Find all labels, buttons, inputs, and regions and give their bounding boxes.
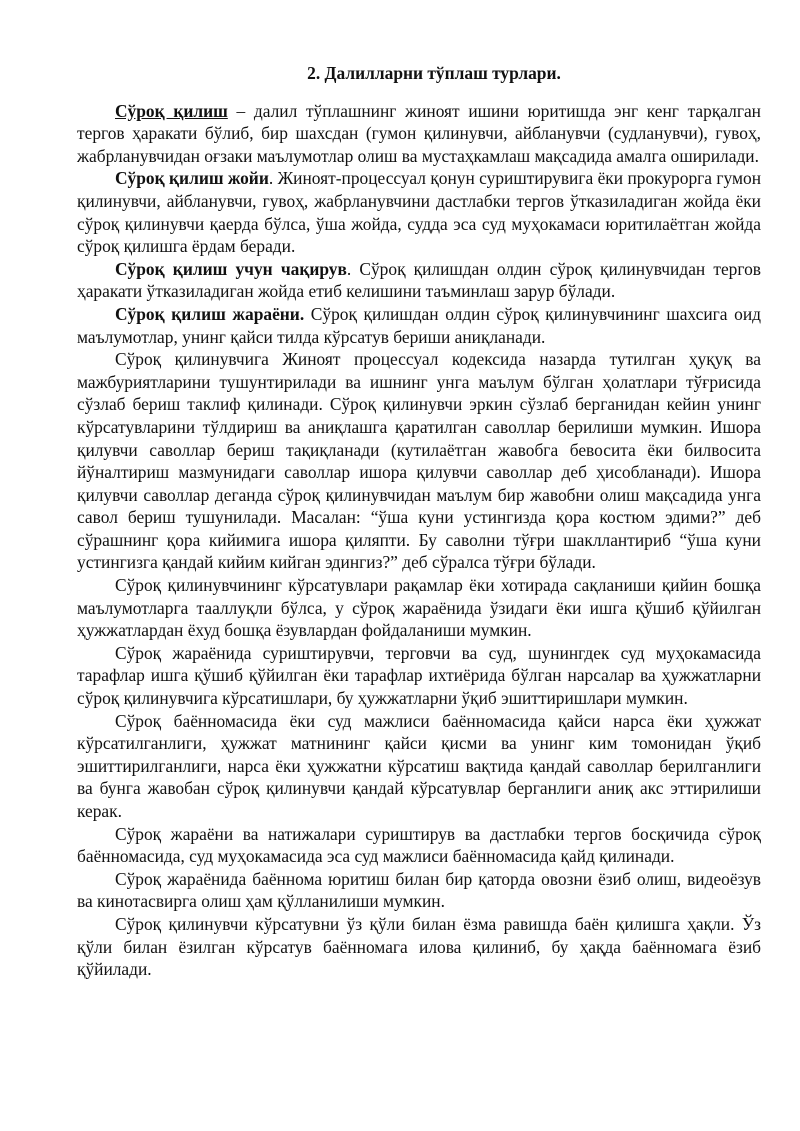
section-title: 2. Далилларни тўплаш турлари. [307, 63, 561, 83]
document-page [77, 62, 761, 981]
paragraph-written-testimony: Сўроқ қилинувчи кўрсатувни ўз қўли билан ёзма равишда баён қилишга ҳақли. Ўз қўли билан ёзилган кўрсатув баённомага илова қилиниб, бу ҳақда баённомага ёзиб қўйилади. [77, 913, 761, 980]
term-interrogation-process: Сўроқ қилиш жараёни. [115, 303, 305, 324]
paragraph-text: . Сўроқ қилишдан олдин сўроқ қилинувчидан тергов ҳаракати ўтказиладиган жойда етиб келишини таъминлаш зарур бўлади. [77, 258, 761, 302]
paragraph-interrogation-summons [77, 258, 761, 303]
paragraph-showing-documents: Сўроқ жараёнида суриштирувчи, терговчи ва суд, шунингдек суд муҳокамасида тарафлар ишга қўшиб қўйилган ёки тарафлар ихтиёрида бўлган нарсалар ва ҳужжатларни сўроқ қилинувчига кўрсатишлари, бу ҳужжатларни ўқиб эшиттиришлари мумкин. [77, 642, 761, 709]
paragraph-text: – далил тўплашнинг жиноят ишини юритишда энг кенг тарқалган тергов ҳаракати бўлиб, бир шахсдан (гумон қилинувчи, айбланувчи (судланувчи), гувоҳ, жабрланувчидан оғзаки маълумотлар олиш ва мустаҳкамлаш мақсадида амалга оширилади. [77, 100, 761, 166]
paragraph-text: Сўроқ қилишдан олдин сўроқ қилинувчининг шахсига оид маълумотлар, унинг қайси тилда кўрсатув бериши аниқланади. [77, 303, 761, 347]
paragraph-audio-video: Сўроқ жараёнида баённома юритиш билан бир қаторда овозни ёзиб олиш, видеоёзув ва кинотасвирга олиш ҳам қўлланилиши мумкин. [77, 868, 761, 912]
term-interrogation: Сўроқ қилиш [115, 100, 228, 121]
paragraph-rights-and-questions: Сўроқ қилинувчига Жиноят процессуал кодексида назарда тутилган ҳуқуқ ва мажбуриятларини тушунтирилади ва ишнинг унга маълум бўлган ҳолатлари тўғрисида сўзлаб бериш таклиф қилинади. Сўроқ қилинувчи эркин сўзлаб берганидан кейин унинг кўрсатувларини тўлдириш ва аниқлашга қаратилган саволлар берилиши мумкин. Ишора қилувчи саволлар бериш тақиқланади (кутилаётган жавобга бевосита ёки билвосита йўналтириш мазмунидаги саволлар ишора қилувчи саволлар деб ҳисобланади). Ишора қилувчи саволлар деганда сўроқ қилинувчидан маълум бир жавобни олиш мақсадида унга савол бериш тушунилади. Масалан: “ўша куни устингизда қора костюм эдими?” деб сўрашнинг қора кийимига ишора қиляпти. Бу саволни тўғри шакллантириб “ўша куни устингизга қандай кийим кийган эдингиз?” деб сўралса тўғри бўлади. [77, 349, 761, 573]
term-interrogation-place: Сўроқ қилиш жойи [115, 168, 269, 189]
paragraph-record-requirements: Сўроқ баённомасида ёки суд мажлиси баённомасида қайси нарса ёки ҳужжат кўрсатилганлиги, ҳужжат матнининг қайси қисми ва унинг ким томонидан ўқиб эшиттирилганлиги, нарса ёки ҳужжатни кўрсатиш вақтида қандай саволлар берилганлиги ва бунга жавобан сўроқ қилинувчи қандай кўрсатувлар берганлиги аниқ акс эттирилиши керак. [77, 710, 761, 821]
paragraph-interrogation-place [77, 167, 761, 257]
paragraph-use-of-documents: Сўроқ қилинувчининг кўрсатувлари рақамлар ёки хотирада сақланиши қийин бошқа маълумотларга тааллуқли бўлса, у сўроқ жараёнида ўзидаги ёки ишга қўшиб қўйилган ҳужжатлардан ёхуд бошқа ёзувлардан фойдаланиши мумкин. [77, 575, 761, 641]
term-interrogation-summons: Сўроқ қилиш учун чақирув [115, 258, 347, 279]
paragraph-text: . Жиноят-процессуал қонун суриштирувига ёки прокурорга гумон қилинувчи, айбланувчи, гувоҳ, жабрланувчини дастлабки тергов ўтказиладиган жойда ёки сўроқ қилинувчи қаерда бўлса, ўша жойда, судда эса суд муҳокамаси юритилаётган жойда сўроқ қилишга ёрдам беради. [77, 168, 761, 257]
paragraph-recording-results: Сўроқ жараёни ва натижалари суриштирув ва дастлабки тергов босқичида сўроқ баённомасида, суд муҳокамасида эса суд мажлиси баённомасида қайд қилинади. [77, 823, 761, 867]
paragraph-interrogation-process [77, 303, 761, 348]
paragraph-interrogation-definition [77, 100, 761, 168]
